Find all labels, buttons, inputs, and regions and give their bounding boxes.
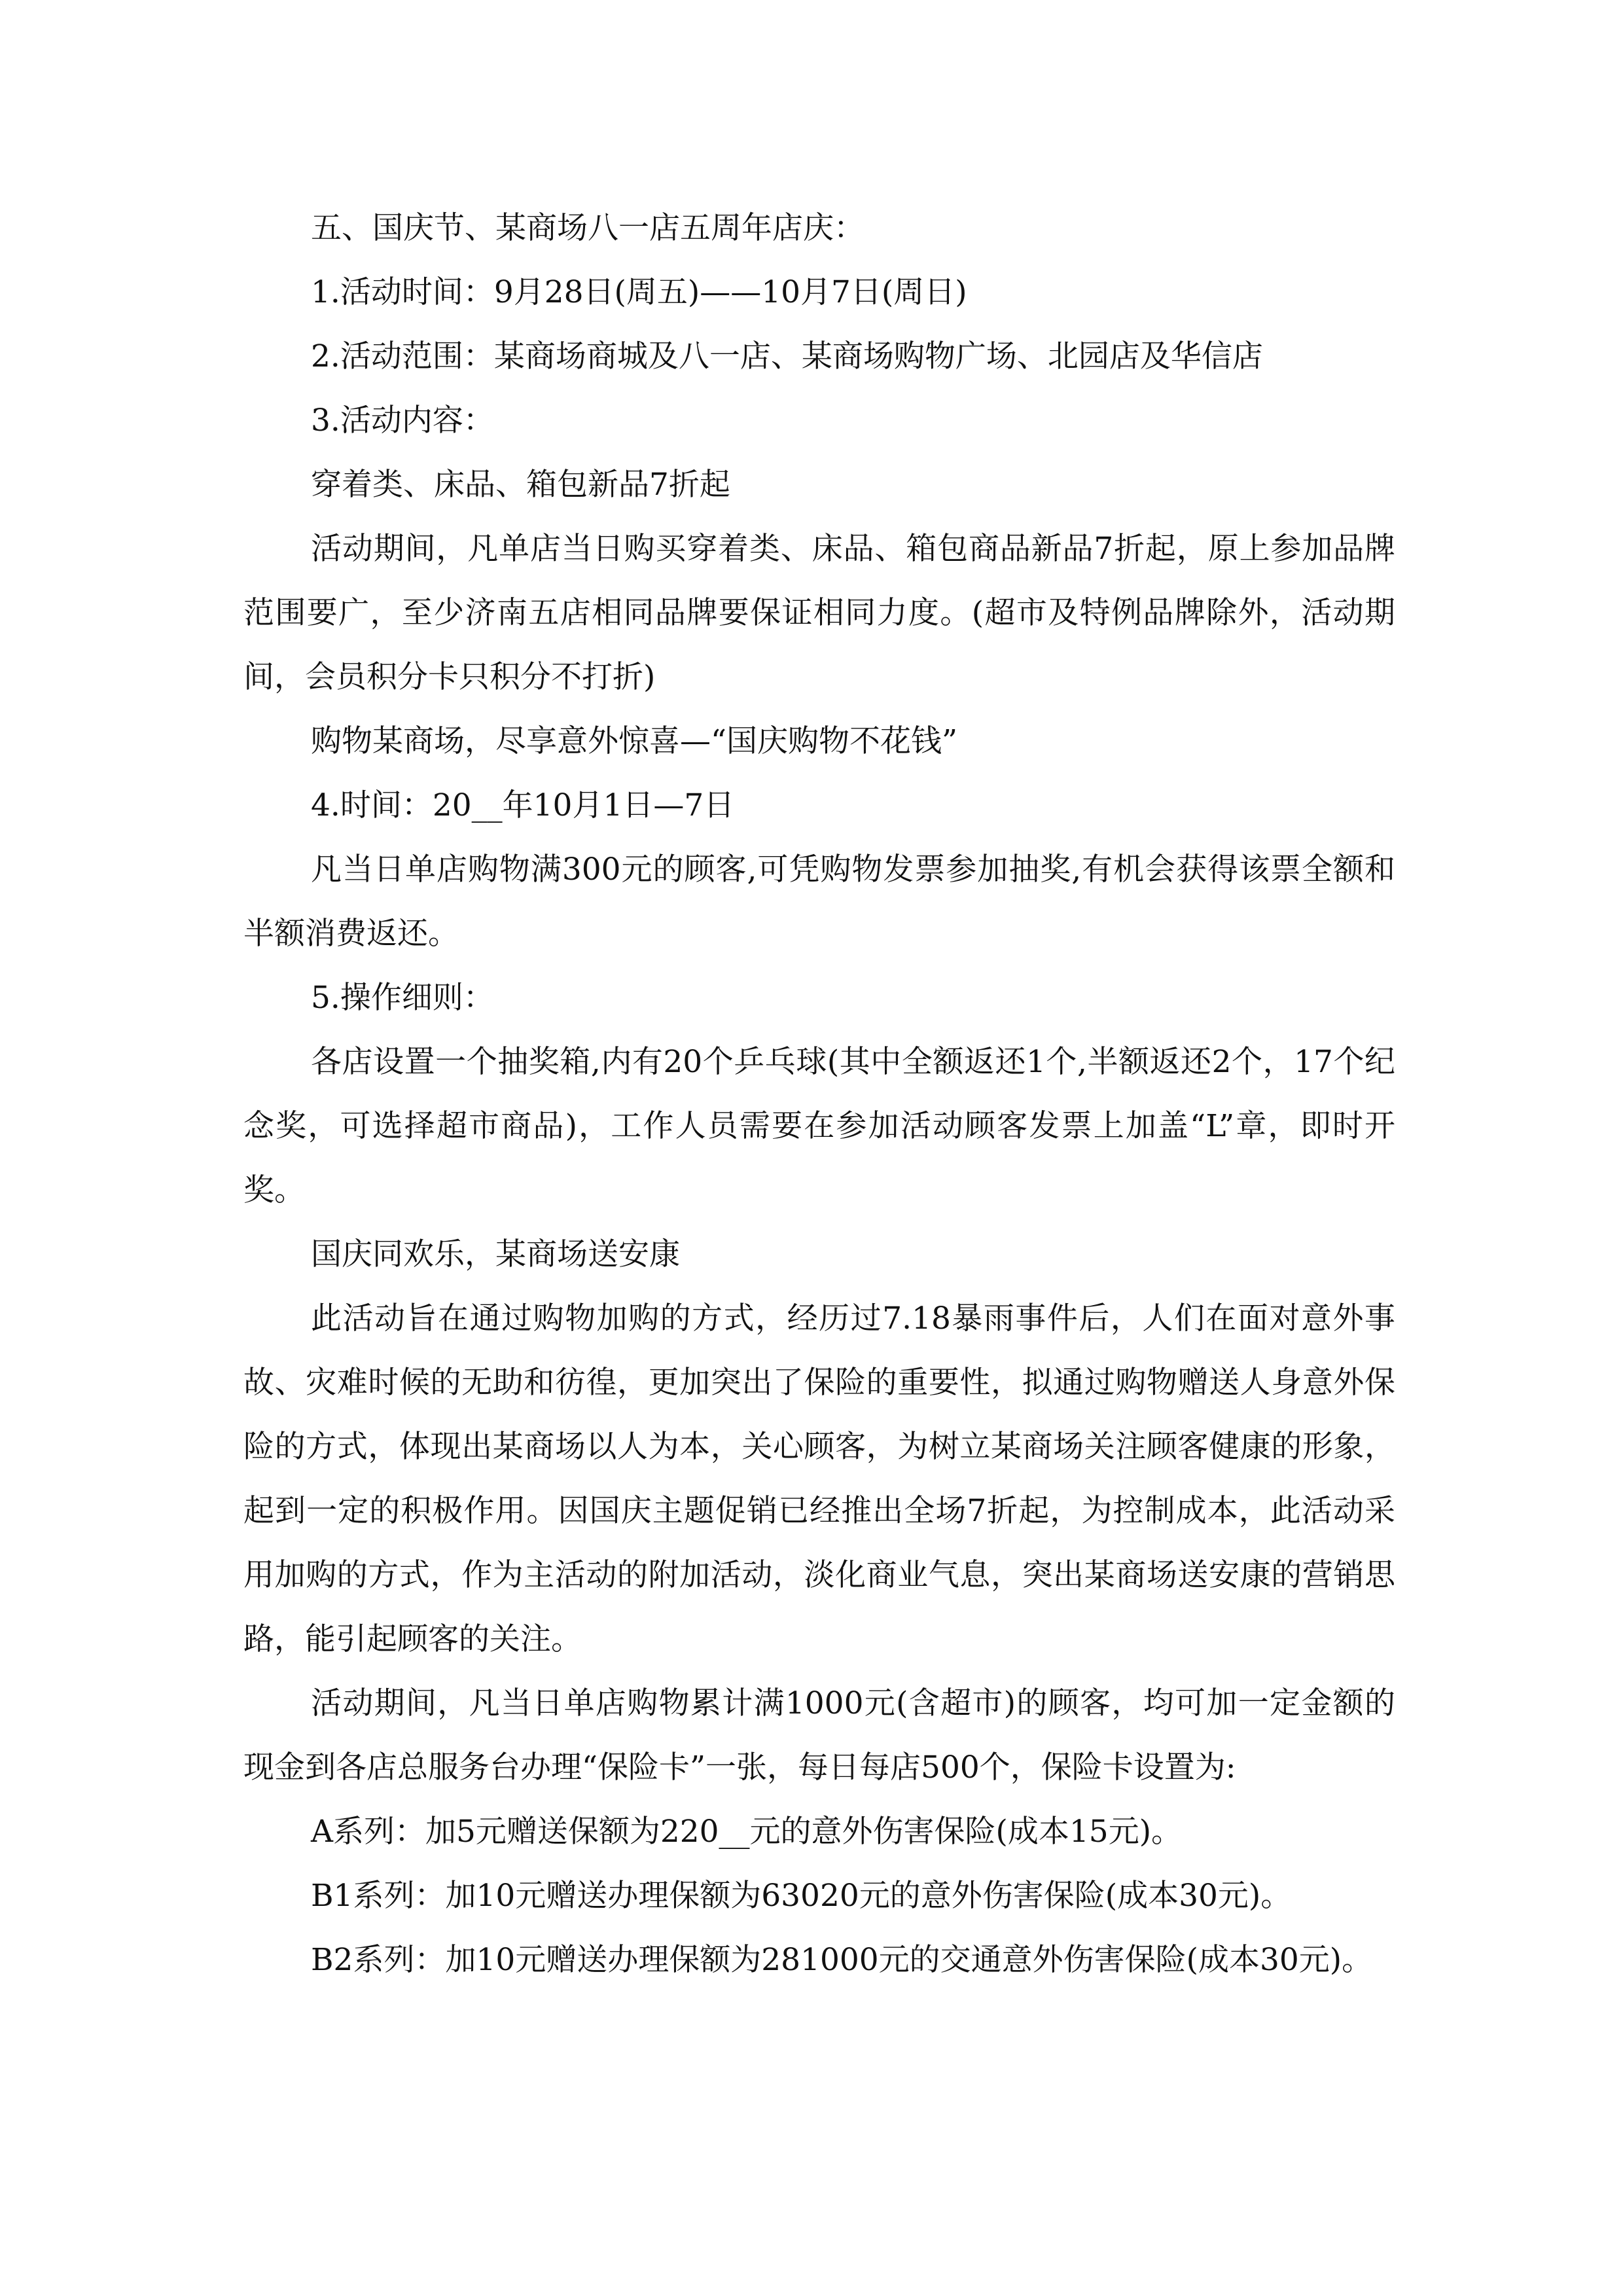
operation-rules: 各店设置一个抽奖箱,内有20个乒乓球(其中全额返还1个,半额返还2个，17个纪念奖，可选择超市商品)，工作人员需要在参加活动顾客发票上加盖“L”章，即时开奖。 [243, 1044, 1395, 1208]
lottery-time: 4.时间：20__年10月1日—7日 [311, 787, 735, 823]
activity-content-heading: 3.活动内容： [311, 403, 494, 439]
insurance-rules: 活动期间，凡当日单店购物累计满1000元(含超市)的顾客，均可加一定金额的现金到各店总服务台办理“保险卡”一张，每日每店500个，保险卡设置为: [243, 1685, 1395, 1785]
series-b1: B1系列：加10元赠送办理保额为63020元的意外伤害保险(成本30元)。 [311, 1878, 1292, 1914]
discount-description: 活动期间，凡单店当日购买穿着类、床品、箱包商品新品7折起，原上参加品牌范围要广，至少济南五店相同品牌要保证相同力度。(超市及特例品牌除外，活动期间，会员积分卡只积分不打折) [243, 531, 1395, 695]
activity-scope: 2.活动范围：某商场商城及八一店、某商场购物广场、北园店及华信店 [311, 338, 1263, 374]
series-a: A系列：加5元赠送保额为220__元的意外伤害保险(成本15元)。 [311, 1814, 1183, 1850]
insurance-title: 国庆同欢乐，某商场送安康 [311, 1236, 680, 1272]
section-heading: 五、国庆节、某商场八一店五周年店庆： [311, 210, 865, 246]
document-body [243, 196, 1395, 1992]
activity-time: 1.活动时间：9月28日(周五)——10月7日(周日) [311, 274, 967, 310]
lottery-description: 凡当日单店购物满300元的顾客,可凭购物发票参加抽奖,有机会获得该票全额和半额消费返还。 [243, 852, 1395, 952]
lottery-title: 购物某商场，尽享意外惊喜—“国庆购物不花钱” [311, 723, 958, 759]
series-b2: B2系列：加10元赠送办理保额为281000元的交通意外伤害保险(成本30元)。 [311, 1942, 1373, 1978]
insurance-purpose: 此活动旨在通过购物加购的方式，经历过7.18暴雨事件后，人们在面对意外事故、灾难时候的无助和彷徨，更加突出了保险的重要性，拟通过购物赠送人身意外保险的方式，体现出某商场以人为本，关心顾客，为树立某商场关注顾客健康的形象，起到一定的积极作用。因国庆主题促销已经推出全场7折起，为控制成本，此活动采用加购的方式，作为主活动的附加活动，淡化商业气息，突出某商场送安康的营销思路，能引起顾客的关注。 [243, 1300, 1395, 1657]
discount-title: 穿着类、床品、箱包新品7折起 [311, 467, 730, 503]
operation-rules-heading: 5.操作细则： [311, 980, 494, 1016]
